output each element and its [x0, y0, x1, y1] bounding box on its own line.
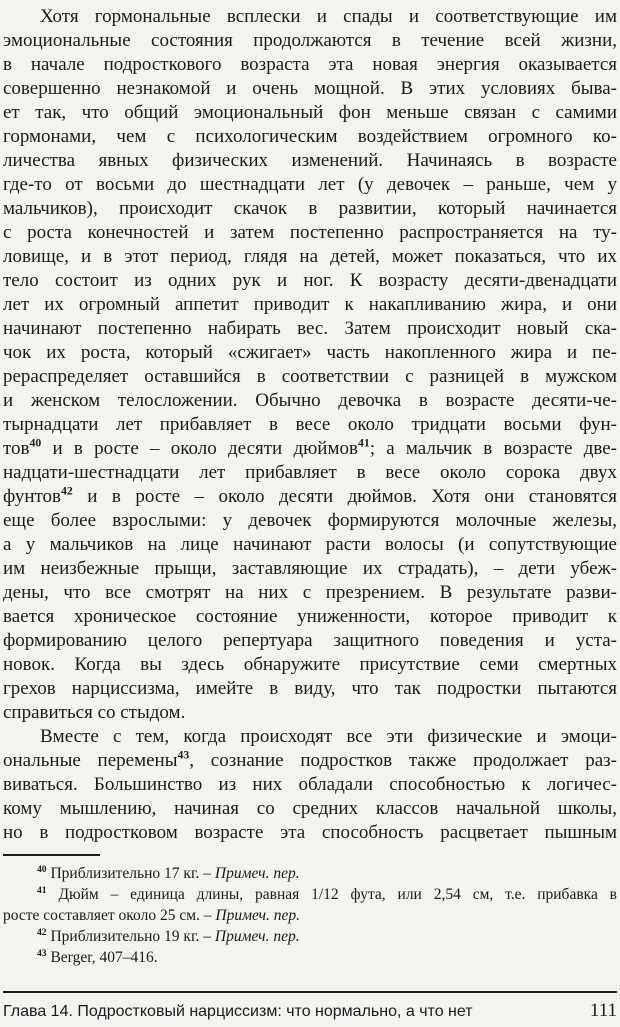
- footnote-ref: 42: [37, 926, 47, 938]
- text-line: совершенно незнакомой и очень мощной. В этих условиях быва-: [3, 78, 617, 99]
- footnote-separator: [3, 854, 100, 856]
- text-line: надцати-шестнадцати лет прибавляет в весе около сорока двух: [3, 462, 617, 483]
- text-line: росте составляет около 25 см. – Примеч. пер.: [3, 907, 301, 924]
- text-line: а у мальчиков на лице начинают расти волосы (и сопутствующие: [3, 534, 617, 555]
- footer-row: [3, 993, 617, 1022]
- text-line: и женском телосложении. Обычно девочка в возрасте десяти-че-: [3, 390, 617, 411]
- text-line: чок их роста, который «сжигает» часть накопленного жира и пе-: [3, 342, 617, 363]
- text-line: новок. Когда вы здесь обнаружите присутствие семи смертных: [3, 654, 617, 675]
- text-line: тырнадцати лет прибавляет в весе около тридцати восьми фун-: [3, 414, 617, 435]
- text-line: ональные перемены$^{43}$, сознание подростков также продолжает раз-: [3, 748, 617, 771]
- paragraph: [3, 725, 617, 845]
- text-line: грехов нарциссизма, имейте в виду, что так подростки пытаются: [3, 678, 617, 699]
- text-line: личества явных физических изменений. Начинаясь в возрасте: [3, 150, 617, 171]
- footnote-ref: 40: [29, 436, 42, 450]
- text-line: эмоциональные состояния продолжаются в течение всей жизни,: [3, 30, 617, 51]
- text-line: тело состоит из одних рук и ног. К возрасту десяти-двенадцати: [3, 270, 617, 291]
- footnote: [3, 884, 617, 926]
- text-line: кому мышлению, начиная со средних классов начальной школы,: [3, 798, 617, 819]
- page-footer: [3, 991, 617, 1022]
- text-line: в начале подросткового возраста эта новая энергия оказывается: [3, 54, 617, 75]
- text-line: Хотя гормональные всплески и спады и соответствующие им: [40, 6, 617, 27]
- text-line: Вместе с тем, когда происходят все эти физические и эмоци-: [40, 726, 617, 747]
- text-line: $^{42}$ Приблизительно 19 кг. – Примеч. пер.: [37, 926, 300, 945]
- text-line: дены, что все смотрят на них с презрением. В результате разви-: [3, 582, 617, 603]
- text-line: формированию целого репертуара защитного поведения и уста-: [3, 630, 617, 651]
- text-line: лет их огромный аппетит приводит к накапливанию жира, и они: [3, 294, 617, 315]
- text-line: $^{41}$ Дюйм – единица длины, равная 1/12 фута, или 2,54 см, т.е. прибавка в: [37, 884, 617, 903]
- text-line: фунтов$^{42}$ и в росте – около десяти дюймов. Хотя они становятся: [3, 484, 617, 507]
- text-line: $^{43}$ Berger, 407–416.: [37, 947, 158, 966]
- text-line: еще более взрослыми: у девочек формируются молочные железы,: [3, 510, 617, 531]
- text-line: но в подростковом возрасте эта способность расцветает пышным: [3, 822, 617, 843]
- footnote-ref: 43: [37, 947, 47, 959]
- chapter-title: Глава 14. Подростковый нарциссизм: что нормально, а что нет: [3, 1003, 473, 1020]
- text-line: им неизбежные прыщи, заставляющие их страдать), – дети убеж-: [3, 558, 617, 579]
- text-line: рераспределяет оставшийся в соответствии с разницей в мужском: [3, 366, 617, 387]
- footnote-ref: 42: [61, 484, 73, 498]
- paragraph: [3, 5, 617, 725]
- text-line: $^{40}$ Приблизительно 17 кг. – Примеч. пер.: [37, 863, 300, 882]
- text-line: виваться. Большинство из них обладали способностью к логичес-: [3, 774, 617, 795]
- footnote-ref: 41: [357, 436, 370, 450]
- text-line: гормонами, чем с психологическим воздействием огромного ко-: [3, 126, 617, 147]
- body-text: [3, 5, 617, 845]
- text-line: ет так, что общий эмоциональный фон меньше связан с самими: [3, 102, 617, 123]
- text-line: где-то от восьми до шестнадцати лет (у девочек – раньше, чем у: [3, 174, 617, 195]
- footnote: [3, 926, 617, 947]
- footnote-ref: 43: [177, 748, 190, 762]
- footnote: [3, 947, 617, 968]
- text-line: ловище, и в этот период, глядя на детей, может показаться, что их: [3, 246, 617, 267]
- footnotes: [3, 863, 617, 968]
- text-line: с роста конечностей и затем постепенно распространяется на ту-: [3, 222, 617, 243]
- text-line: справиться со стыдом.: [3, 702, 186, 723]
- text-line: тов$^{40}$ и в росте – около десяти дюймов$^{41}$; а мальчик в возрасте две-: [3, 436, 617, 459]
- text-line: мальчиков), происходит скачок в развитии, который начинается: [3, 198, 617, 219]
- footnote-ref: 41: [37, 884, 47, 896]
- footnote: [3, 863, 617, 884]
- footnote-ref: 40: [37, 863, 47, 875]
- text-line: начинают постепенно набирать вес. Затем происходит новый ска-: [3, 318, 617, 339]
- text-line: вается хроническое состояние униженности, которое приводит к: [3, 606, 617, 627]
- page-number: 111: [589, 1000, 617, 1021]
